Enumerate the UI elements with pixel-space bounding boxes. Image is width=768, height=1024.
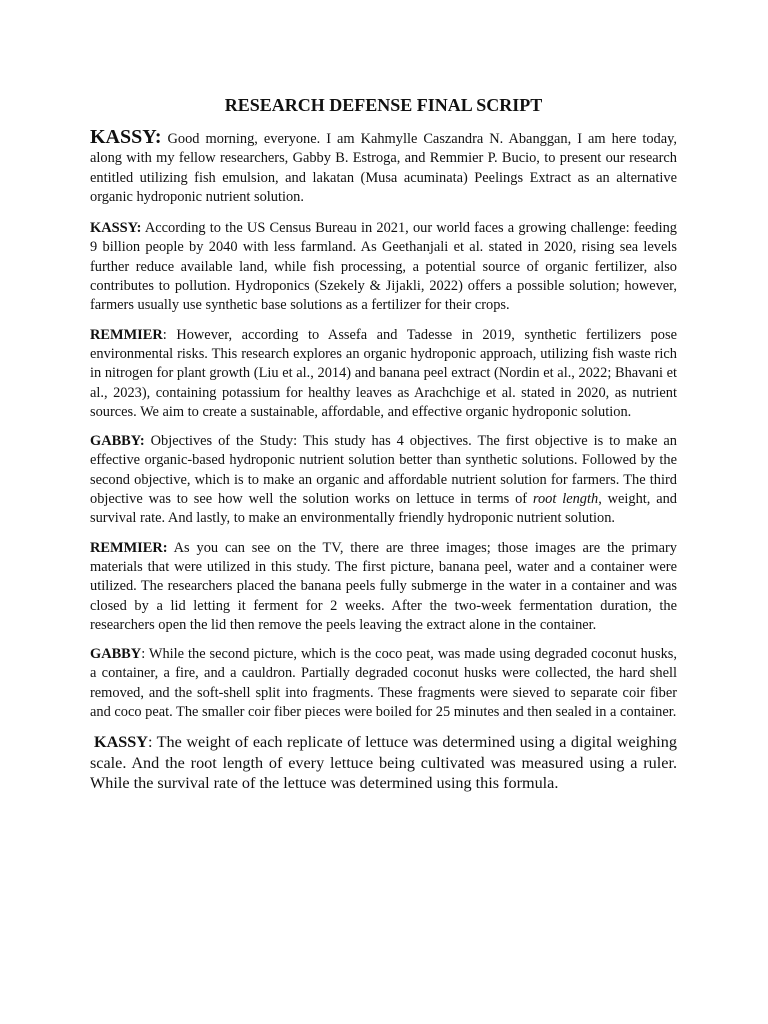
paragraph-gabby-cocopeat [90, 645, 677, 722]
paragraph-text: According to the US Census Bureau in 2021, our world faces a growing challenge: feeding 9 billion people by 2040 with less farmland. As Geethanjali et al. stated in 2020, rising sea levels further reduce available land, while fish processing, a potential source of organic fertilizer, also contributes to pollution. Hydroponics (Szekely & Jijakli, 2022) offers a possible solution; however, farmers usually use synthetic base solutions as a fertilizer for their crops. [90, 220, 677, 314]
paragraph-kassy-context [90, 219, 677, 315]
speaker-label: REMMIER: [90, 539, 168, 556]
speaker-label: REMMIER [90, 326, 163, 343]
paragraph-text: : The weight of each replicate of lettuce was determined using a digital weighing scale. And the root length of every lettuce being cultivated was measured using a ruler. While the survival rate of the lettuce was determined using this formula. [90, 733, 677, 793]
document-page [90, 94, 677, 804]
speaker-label: KASSY [94, 733, 148, 752]
paragraph-kassy-intro [90, 128, 677, 207]
document-title: RESEARCH DEFENSE FINAL SCRIPT [224, 95, 543, 115]
speaker-label: GABBY: [90, 433, 145, 450]
speaker-label: GABBY [90, 646, 142, 663]
paragraph-text: Objectives of the Study: This study has 4 objectives. The first objective is to make an effective organic-based hydroponic nutrient solution better than synthetic solutions. Followed by the second objective, which is to make an organic and affordable nutrient solution for farmers. The third objective was to see how well the solution works on lettuce in terms of [90, 433, 677, 508]
paragraph-italic-text: root length [532, 491, 599, 508]
paragraph-text: : However, according to Assefa and Tadesse in 2019, synthetic fertilizers pose environmental risks. This research explores an organic hydroponic approach, utilizing fish waste rich in nitrogen for plant growth (Liu et al., 2014) and banana peel extract (Nordin et al., 2022; Bhavani et al., 2023), containing potassium for healthy leaves as Arachchige et al. stated in 2020, as nutrient sources. We aim to create a sustainable, affordable, and effective organic hydroponic solution. [90, 326, 677, 420]
speaker-label: KASSY: [90, 126, 162, 148]
paragraph-text: : While the second picture, which is the coco peat, was made using degraded coconut husks, a container, a fire, and a cauldron. Partially degraded coconut husks were collected, the hard shell removed, and the soft-shell split into fragments. These fragments were sieved to separate coir fiber and coco peat. The smaller coir fiber pieces were boiled for 25 minutes and then sealed in a container. [90, 646, 677, 721]
paragraph-remmier-approach [90, 326, 677, 422]
paragraph-remmier-materials [90, 539, 677, 635]
paragraph-text: Good morning, everyone. I am Kahmylle Caszandra N. Abanggan, I am here today, along with my fellow researchers, Gabby B. Estroga, and Remmier P. Bucio, to present our research entitled utilizing fish emulsion, and lakatan (Musa acuminata) Peelings Extract as an alternative organic hydroponic nutrient solution. [90, 131, 677, 205]
paragraph-gabby-objectives [90, 432, 677, 528]
paragraph-text: , weight, and survival rate. And lastly, to make an environmentally friendly hydroponic nutrient solution. [90, 491, 677, 527]
paragraph-kassy-measurement [90, 732, 677, 794]
paragraph-text: As you can see on the TV, there are three images; those images are the primary materials that were utilized in this study. The first picture, banana peel, water and a container were utilized. The researchers placed the banana peels fully submerge in the water in a container and was closed by a lid letting it ferment for 2 weeks. After the two-week fermentation duration, the researchers open the lid then remove the peels leaving the extract alone in the container. [90, 539, 677, 633]
speaker-label: KASSY: [90, 220, 142, 237]
